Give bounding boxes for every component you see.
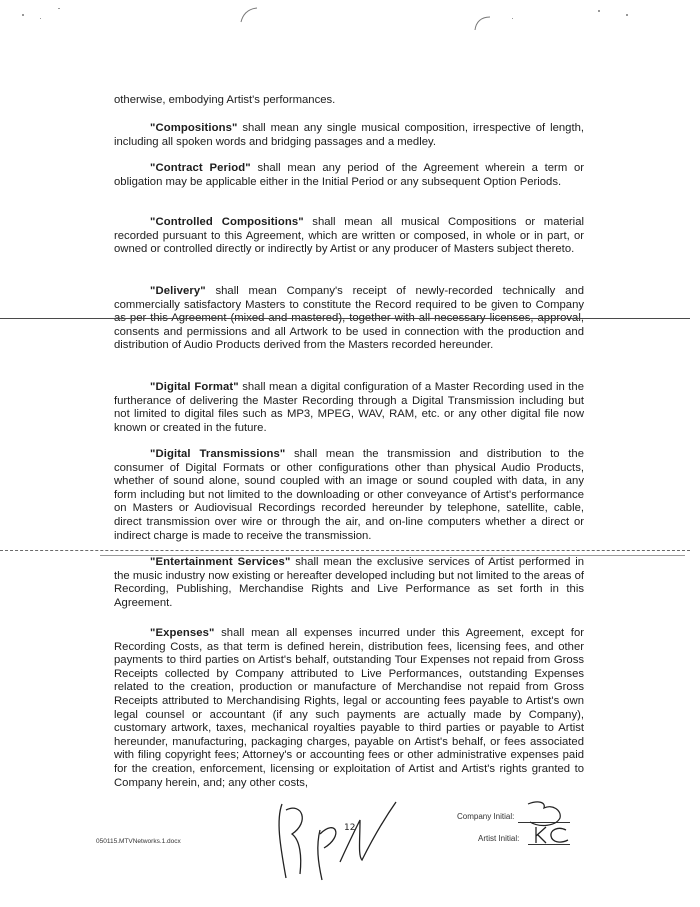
artist-initial-mark xyxy=(532,824,572,846)
definition-term: "Controlled Compositions" xyxy=(150,216,304,228)
scan-speck xyxy=(22,14,24,16)
definition-controlled-compositions xyxy=(114,216,584,257)
scan-line-artifact xyxy=(0,318,690,319)
definition-term: "Compositions" xyxy=(150,122,238,134)
company-initial-label: Company Initial: xyxy=(457,812,515,821)
definition-term: "Entertainment Services" xyxy=(150,556,291,568)
artist-initial-label: Artist Initial: xyxy=(478,834,520,843)
scan-line-artifact xyxy=(0,550,690,551)
definition-term: "Delivery" xyxy=(150,285,206,297)
scan-speck xyxy=(626,14,628,16)
definition-text: shall mean the exclusive services of Artist performed in the music industry now existing or hereafter developed including but not limited to the areas of Recording, Publishing, Merchandise Rights and Live Performance as set forth in this Agreement. xyxy=(114,556,584,609)
definition-text: shall mean all musical Compositions or material recorded pursuant to this Agreement, which are written or composed, in whole or in part, or owned or controlled directly or indirectly by Artist or any producer of Masters subject thereto. xyxy=(114,216,584,256)
definition-compositions xyxy=(114,122,584,149)
footer-filename: 050115.MTVNetworks.1.docx xyxy=(96,838,181,845)
definition-term: "Contract Period" xyxy=(150,162,251,174)
definition-text: otherwise, embodying Artist's performances. xyxy=(114,94,336,106)
definition-entertainment-services xyxy=(114,556,584,610)
definition-text: shall mean a digital configuration of a Master Recording used in the furtherance of delivering the Master Recording through a Digital Transmission including but not limited to digital files such as MP3, MPEG, WAV, RAM, etc. or any other digital file now known or created in the future. xyxy=(114,381,584,434)
definition-text: shall mean all expenses incurred under this Agreement, except for Recording Costs, as that term is defined herein, distribution fees, licensing fees, and other payments to third parties on Artist's behalf, outstanding Tour Expenses not repaid from Gross Receipts collected by Company attributed to Live Performances, outstanding Expenses related to the creation, production or manufacture of Merchandise not repaid from Gross Receipts attributed to Merchandising Rights, legal or accounting fees payable to Artist's own legal counsel or accountant (if any such payments are actually made by Company), customary artwork, taxes, mechanical royalties payable to third parties or payable to Artist hereunder, manufacturing, packaging charges, payable on Artist's behalf, or fees associated with filing copyright fees; Attorney's or accounting fees or other administrative expenses paid for the creation, enforcement, licensing or exploitation of Artist and Artist's rights granted to Company herein, and; any other costs, xyxy=(114,627,584,789)
definition-text: shall mean the transmission and distribution to the consumer of Digital Formats or other configurations other than physical Audio Products, whether of sound alone, sound coupled with an image or sound coupled with data, in any form including but not limited to the downloading or other conveyance of Artist's performance on Masters or Audiovisual Recordings recorded hereunder by telephone, satellite, cable, direct transmission over wire or through the air, and on-line computers whether a direct or indirect charge is made to receive the transmission. xyxy=(114,448,584,542)
definition-term: "Expenses" xyxy=(150,627,215,639)
definition-text: shall mean any period of the Agreement wherein a term or obligation may be applicable either in the Initial Period or any subsequent Option Periods. xyxy=(114,162,584,188)
scan-speck xyxy=(40,18,41,19)
scan-mark-top-right xyxy=(474,14,494,34)
definition-contract-period xyxy=(114,162,584,189)
definition-digital-transmissions xyxy=(114,448,584,543)
handwritten-signature xyxy=(270,800,400,882)
scan-speck xyxy=(512,18,513,19)
definition-digital-format xyxy=(114,381,584,435)
definition-expenses xyxy=(114,627,584,790)
definition-text: shall mean Company's receipt of newly-recorded technically and commercially satisfactory Masters to constitute the Record required to be given to Company as per this Agreement (mixed and mastered), together with all necessary licenses, approval, consents and permissions and all Artwork to be used in connection with the production and distribution of Audio Products derived from the Masters recorded hereunder. xyxy=(114,285,584,352)
scan-mark-top-left xyxy=(240,6,260,26)
paragraph-continuation xyxy=(114,94,584,108)
svg-text:12: 12 xyxy=(344,823,356,833)
definition-term: "Digital Format" xyxy=(150,381,239,393)
scan-line-artifact xyxy=(100,555,685,556)
scan-speck xyxy=(58,8,60,9)
definition-term: "Digital Transmissions" xyxy=(150,448,286,460)
scan-speck xyxy=(598,10,600,12)
definition-text: shall mean any single musical composition, irrespective of length, including all spoken words and bridging passages and a medley. xyxy=(114,122,584,148)
